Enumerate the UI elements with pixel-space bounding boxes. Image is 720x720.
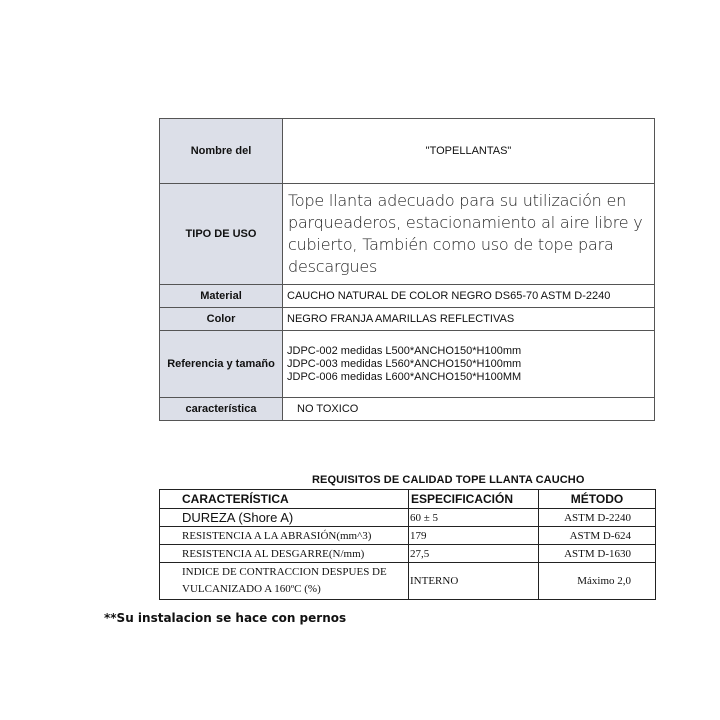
spec-row-uso bbox=[160, 184, 655, 285]
spec-label-characteristic: característica bbox=[160, 398, 283, 421]
quality-characteristic: RESISTENCIA A LA ABRASIÓN(mm^3) bbox=[160, 527, 409, 545]
spec-value-uso: Tope llanta adecuado para su utilización en parqueaderos, estacionamiento al aire libre y cubierto, También como uso de tope para descargues bbox=[283, 184, 655, 285]
quality-characteristic bbox=[160, 563, 409, 600]
header-method: MÉTODO bbox=[539, 490, 656, 509]
quality-method: ASTM D-1630 bbox=[539, 545, 656, 563]
quality-specification: 60 ± 5 bbox=[409, 509, 539, 527]
table-row bbox=[160, 509, 656, 527]
quality-characteristic: RESISTENCIA AL DESGARRE(N/mm) bbox=[160, 545, 409, 563]
characteristic-line: INDICE DE CONTRACCION DESPUES DE bbox=[182, 566, 387, 578]
reference-line: JDPC-003 medidas L560*ANCHO150*H100mm bbox=[287, 357, 522, 370]
quality-method: ASTM D-624 bbox=[539, 527, 656, 545]
product-spec-table bbox=[159, 118, 655, 421]
reference-line: JDPC-006 medidas L600*ANCHO150*H100MM bbox=[287, 370, 522, 383]
table-row bbox=[160, 545, 656, 563]
table-row bbox=[160, 527, 656, 545]
installation-note: **Su instalacion se hace con pernos bbox=[104, 611, 347, 625]
spec-label-reference: Referencia y tamaño bbox=[160, 331, 283, 398]
spec-row-color bbox=[160, 308, 655, 331]
quality-header-row bbox=[160, 490, 656, 509]
spec-label-name: Nombre del bbox=[160, 119, 283, 184]
quality-characteristic: DUREZA (Shore A) bbox=[160, 509, 409, 527]
spec-row-characteristic bbox=[160, 398, 655, 421]
characteristic-line: VULCANIZADO A 160ºC (%) bbox=[182, 583, 321, 595]
header-characteristic: CARACTERÍSTICA bbox=[160, 490, 409, 509]
header-specification: ESPECIFICACIÓN bbox=[409, 490, 539, 509]
spec-value-characteristic: NO TOXICO bbox=[283, 398, 655, 421]
spec-value-reference bbox=[283, 331, 655, 398]
spec-label-uso: TIPO DE USO bbox=[160, 184, 283, 285]
quality-requirements-table bbox=[159, 489, 656, 600]
spec-value-material: CAUCHO NATURAL DE COLOR NEGRO DS65-70 ASTM D-2240 bbox=[283, 285, 655, 308]
spec-label-color: Color bbox=[160, 308, 283, 331]
quality-specification: INTERNO bbox=[409, 563, 539, 600]
quality-specification: 27,5 bbox=[409, 545, 539, 563]
spec-value-name: "TOPELLANTAS" bbox=[283, 119, 655, 184]
reference-line: JDPC-002 medidas L500*ANCHO150*H100mm bbox=[287, 344, 522, 357]
table-row bbox=[160, 563, 656, 600]
spec-row-reference bbox=[160, 331, 655, 398]
quality-method: ASTM D-2240 bbox=[539, 509, 656, 527]
spec-label-material: Material bbox=[160, 285, 283, 308]
quality-table-title: REQUISITOS DE CALIDAD TOPE LLANTA CAUCHO bbox=[312, 474, 585, 486]
quality-method: Máximo 2,0 bbox=[539, 563, 656, 600]
spec-value-color: NEGRO FRANJA AMARILLAS REFLECTIVAS bbox=[283, 308, 655, 331]
spec-row-material bbox=[160, 285, 655, 308]
quality-specification: 179 bbox=[409, 527, 539, 545]
spec-row-name bbox=[160, 119, 655, 184]
